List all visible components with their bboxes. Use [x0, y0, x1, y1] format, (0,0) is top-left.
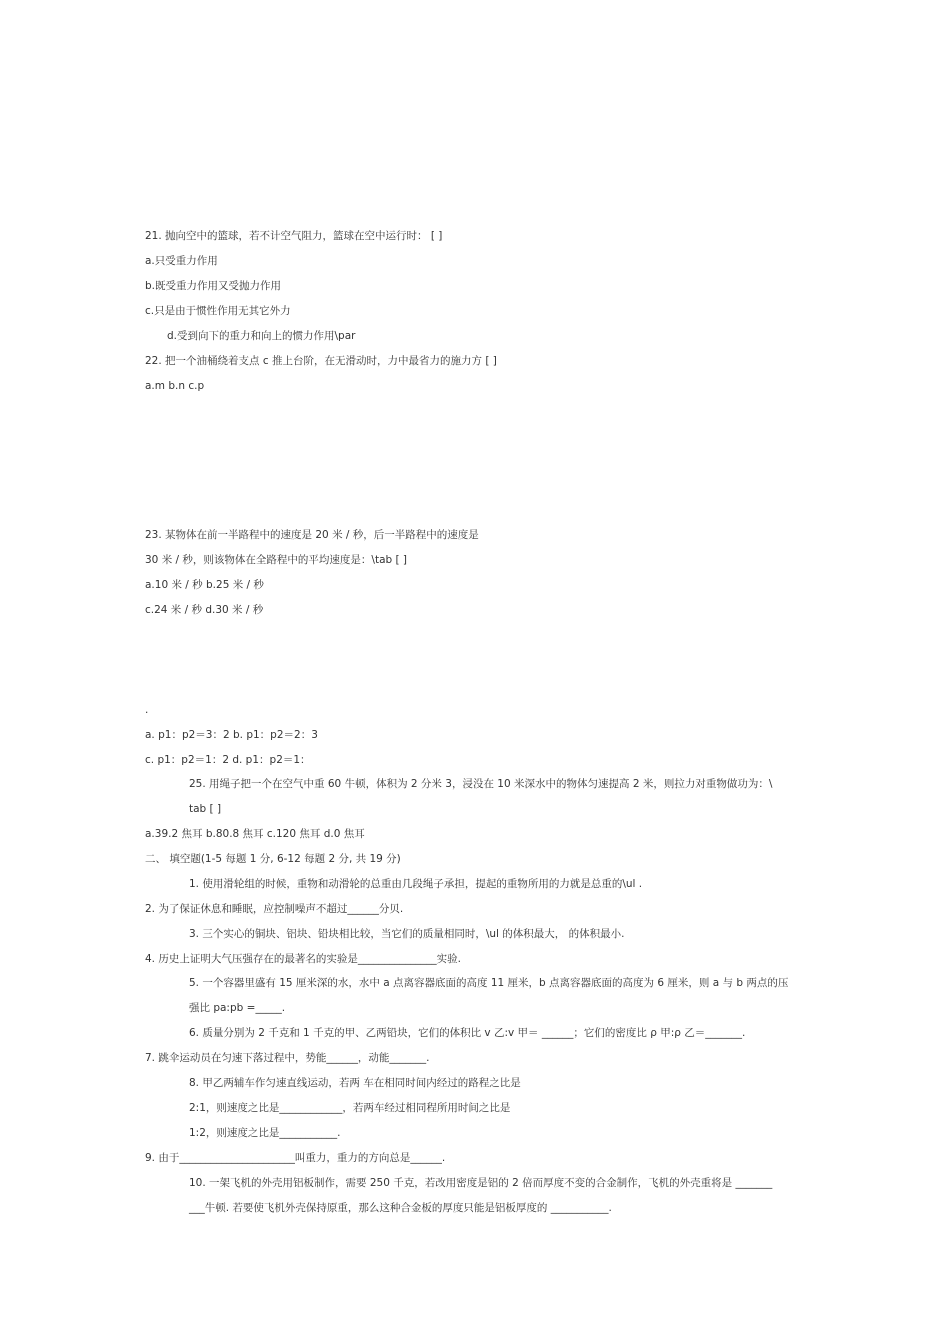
fill-question-10: 10. 一架飞机的外壳用铝板制作，需要 250 千克，若改用密度是铝的 2 倍而厚度不变的合金制作，飞机的外壳重将是 _______ [189, 1177, 773, 1189]
question-21-text: 21. 抛向空中的篮球，若不计空气阻力，篮球在空中运行时： [ ] [145, 230, 443, 242]
question-22-text: 22. 把一个油桶绕着支点 c 推上台阶，在无滑动时，力中最省力的施力方 [ ] [145, 355, 497, 367]
question-23-text-cont: 30 米 / 秒，则该物体在全路程中的平均速度是：\tab [ ] [145, 554, 408, 566]
fill-question-3: 3. 三个实心的铜块、铝块、铅块相比较，当它们的质量相同时，\ul 的体积最大， 的体积最小. [189, 928, 625, 940]
question-24-fragment: . [145, 704, 149, 716]
option-21-a: a.只受重力作用 [145, 255, 218, 267]
fill-question-7: 7. 跳伞运动员在匀速下落过程中，势能______，动能_______. [145, 1052, 430, 1064]
fill-question-4: 4. 历史上证明大气压强存在的最著名的实验是_______________实验. [145, 953, 461, 965]
fill-question-9: 9. 由于______________________叫重力，重力的方向总是______. [145, 1152, 446, 1164]
option-21-b: b.既受重力作用又受抛力作用 [145, 280, 282, 292]
question-25-text: 25. 用绳子把一个在空气中重 60 牛顿，体积为 2 分米 3，浸没在 10 米深水中的物体匀速提高 2 米，则拉力对重物做功为：\ [189, 778, 773, 790]
fill-question-10-cont: ___牛顿. 若要使飞机外壳保持原重，那么这种合金板的厚度只能是铝板厚度的 ___________. [189, 1202, 612, 1214]
fill-question-6: 6. 质量分别为 2 千克和 1 千克的甲、乙两铅块，它们的体积比 v 乙:v 甲＝ ______；它们的密度比 ρ 甲:ρ 乙＝_______. [189, 1027, 746, 1039]
fill-question-2: 2. 为了保证休息和睡眠，应控制噪声不超过______分贝. [145, 903, 404, 915]
options-25: a.39.2 焦耳 b.80.8 焦耳 c.120 焦耳 d.0 焦耳 [145, 828, 365, 840]
options-23-cd: c.24 米 / 秒 d.30 米 / 秒 [145, 604, 264, 616]
fill-question-8-cont: 2:1，则速度之比是____________，若两车经过相同程所用时间之比是 [189, 1102, 511, 1114]
question-25-text-cont: tab [ ] [189, 803, 222, 815]
fill-question-5-cont: 强比 pa:pb =_____. [189, 1002, 286, 1014]
option-21-c: c.只是由于惯性作用无其它外力 [145, 305, 291, 317]
options-24-ab: a. p1：p2＝3：2 b. p1：p2＝2：3 [145, 729, 318, 741]
options-22: a.m b.n c.p [145, 380, 205, 392]
fill-question-1: 1. 使用滑轮组的时候，重物和动滑轮的总重由几段绳子承担，提起的重物所用的力就是总重的\ul . [189, 878, 643, 890]
question-23-text: 23. 某物体在前一半路程中的速度是 20 米 / 秒，后一半路程中的速度是 [145, 529, 479, 541]
option-21-d: d.受到向下的重力和向上的惯力作用\par [167, 330, 356, 342]
options-23-ab: a.10 米 / 秒 b.25 米 / 秒 [145, 579, 264, 591]
fill-question-5: 5. 一个容器里盛有 15 厘米深的水，水中 a 点离容器底面的高度 11 厘米，b 点离容器底面的高度为 6 厘米，则 a 与 b 两点的压 [189, 977, 789, 989]
fill-question-8: 8. 甲乙两辅车作匀速直线运动，若两 车在相同时间内经过的路程之比是 [189, 1077, 521, 1089]
fill-question-8-cont2: 1:2，则速度之比是___________. [189, 1127, 341, 1139]
options-24-cd: c. p1：p2＝1：2 d. p1：p2＝1： [145, 754, 311, 766]
section-heading-fill-in: 二、 填空题(1-5 每题 1 分, 6-12 每题 2 分, 共 19 分) [145, 853, 401, 865]
